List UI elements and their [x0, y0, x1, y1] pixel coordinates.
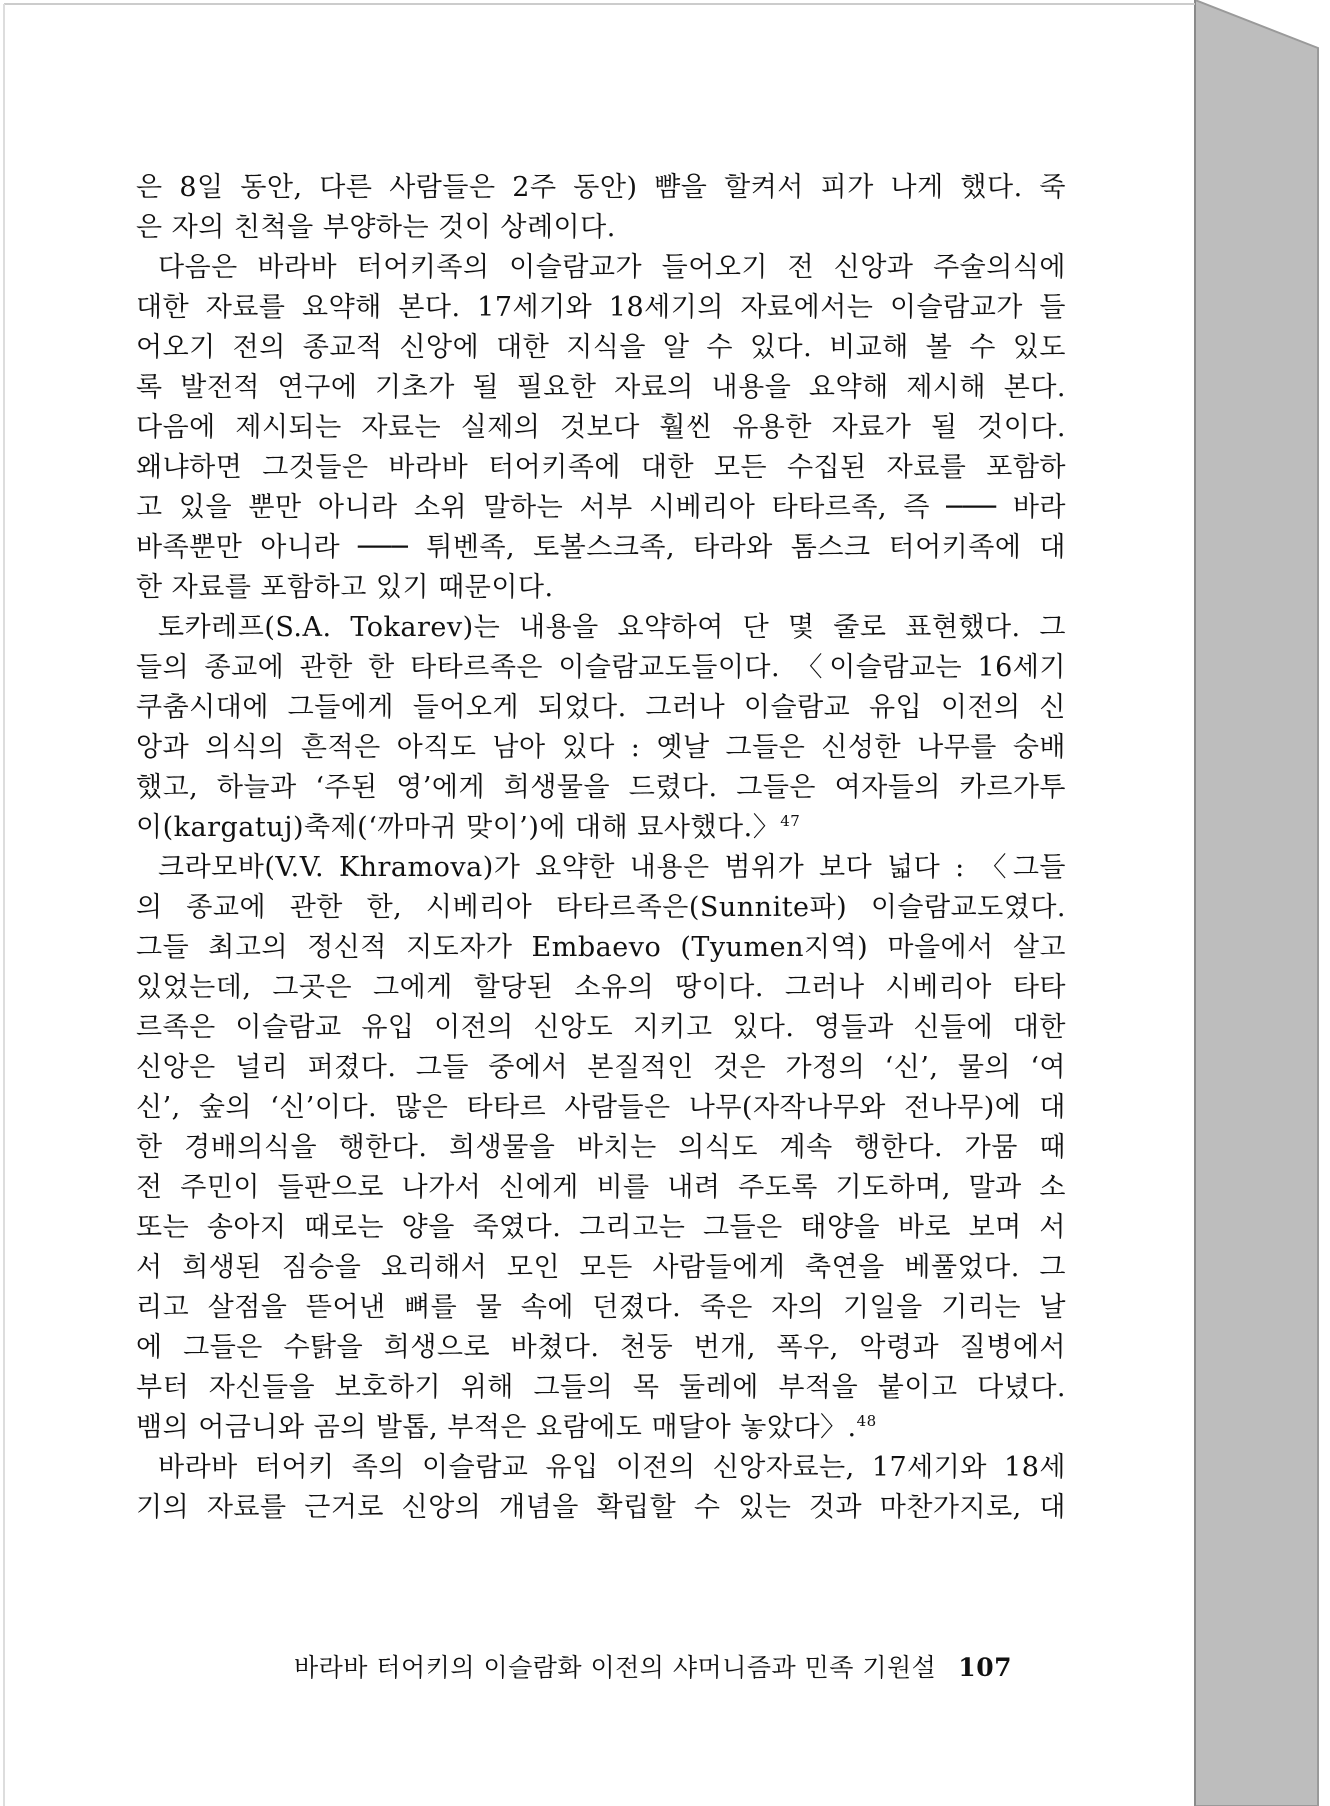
- text-line: [136, 368, 1066, 408]
- text-line: [136, 1008, 1066, 1048]
- text-line: [136, 1128, 1066, 1168]
- text-line: [136, 768, 1066, 808]
- text-line-content: 대한 자료를 요약해 본다. 17세기와 18세기의 자료에서는 이슬람교가 들: [136, 292, 1066, 323]
- text-line-content: 이(kargatuj)축제(‘까마귀 맞이’)에 대해 묘사했다.〉: [136, 812, 781, 843]
- body-text: [136, 168, 1066, 1528]
- text-line-content: 쿠춤시대에 그들에게 들어오게 되었다. 그러나 이슬람교 유입 이전의 신: [136, 692, 1066, 723]
- text-line-content: 고 있을 뿐만 아니라 소위 말하는 서부 시베리아 타타르족, 즉 ─── 바라: [136, 492, 1066, 523]
- text-line: [136, 1048, 1066, 1088]
- text-line-content: 르족은 이슬람교 유입 이전의 신앙도 지키고 있다. 영들과 신들에 대한: [136, 1012, 1066, 1043]
- text-line-content: 은 8일 동안, 다른 사람들은 2주 동안) 뺨을 할켜서 피가 나게 했다. 죽: [136, 172, 1066, 203]
- text-line: [136, 928, 1066, 968]
- running-title: 바라바 터어키의 이슬람화 이전의 샤머니즘과 민족 기원설: [294, 1653, 937, 1682]
- text-line: [136, 208, 1066, 248]
- text-line: [136, 448, 1066, 488]
- text-line-content: 리고 살점을 뜯어낸 뼈를 물 속에 던졌다. 죽은 자의 기일을 기리는 날: [136, 1292, 1066, 1323]
- text-line-content: 부터 자신들을 보호하기 위해 그들의 목 둘레에 부적을 붙이고 다녔다.: [136, 1372, 1066, 1403]
- page-number: 107: [958, 1653, 1012, 1682]
- text-line-content: 다음에 제시되는 자료는 실제의 것보다 훨씬 유용한 자료가 될 것이다.: [136, 412, 1066, 443]
- text-line: [136, 568, 1066, 608]
- text-line-content: 전 주민이 들판으로 나가서 신에게 비를 내려 주도록 기도하며, 말과 소: [136, 1172, 1066, 1203]
- text-line-content: 들의 종교에 관한 한 타타르족은 이슬람교도들이다. 〈이슬람교는 16세기: [136, 652, 1066, 683]
- text-line: [136, 248, 1066, 288]
- text-line-content: 왜냐하면 그것들은 바라바 터어키족에 대한 모든 수집된 자료를 포함하: [136, 452, 1066, 483]
- text-line-content: 에 그들은 수탉을 희생으로 바쳤다. 천둥 번개, 폭우, 악령과 질병에서: [136, 1332, 1066, 1363]
- text-line: [136, 968, 1066, 1008]
- text-line: [136, 1488, 1066, 1528]
- text-line: [136, 1408, 1066, 1448]
- text-line: [136, 168, 1066, 208]
- text-line: [136, 328, 1066, 368]
- text-line: [136, 528, 1066, 568]
- text-line-content: 신앙은 널리 퍼졌다. 그들 중에서 본질적인 것은 가정의 ‘신’, 물의 ‘여: [136, 1052, 1066, 1083]
- text-line: [136, 488, 1066, 528]
- text-line-content: 크라모바(V.V. Khramova)가 요약한 내용은 범위가 보다 넓다 : 〈그들: [158, 852, 1066, 883]
- text-line: [136, 648, 1066, 688]
- text-line-content: 바족뿐만 아니라 ─── 튀벤족, 토볼스크족, 타라와 톰스크 터어키족에 대: [136, 532, 1066, 563]
- text-line-content: 한 자료를 포함하고 있기 때문이다.: [136, 572, 554, 603]
- text-line: [136, 888, 1066, 928]
- text-line: [136, 608, 1066, 648]
- text-line-content: 한 경배의식을 행한다. 희생물을 바치는 의식도 계속 행한다. 가뭄 때: [136, 1132, 1066, 1163]
- text-line-content: 바라바 터어키 족의 이슬람교 유입 이전의 신앙자료는, 17세기와 18세: [158, 1452, 1066, 1483]
- text-line: [136, 688, 1066, 728]
- text-line-content: 다음은 바라바 터어키족의 이슬람교가 들어오기 전 신앙과 주술의식에: [158, 252, 1066, 283]
- text-line: [136, 808, 1066, 848]
- text-line: [136, 728, 1066, 768]
- text-line-content: 기의 자료를 근거로 신앙의 개념을 확립할 수 있는 것과 마찬가지로, 대: [136, 1492, 1066, 1523]
- text-line: [136, 1448, 1066, 1488]
- text-line-content: 또는 송아지 때로는 양을 죽였다. 그리고는 그들은 태양을 바로 보며 서: [136, 1212, 1066, 1243]
- text-line-content: 록 발전적 연구에 기초가 될 필요한 자료의 내용을 요약해 제시해 본다.: [136, 372, 1066, 403]
- text-line: [136, 1288, 1066, 1328]
- text-line: [136, 1208, 1066, 1248]
- text-line-content: 있었는데, 그곳은 그에게 할당된 소유의 땅이다. 그러나 시베리아 타타: [136, 972, 1066, 1003]
- text-line: [136, 1368, 1066, 1408]
- text-line-content: 뱀의 어금니와 곰의 발톱, 부적은 요람에도 매달아 놓았다〉.: [136, 1412, 857, 1443]
- text-line-content: 은 자의 친척을 부양하는 것이 상례이다.: [136, 212, 616, 243]
- text-line-content: 신’, 숲의 ‘신’이다. 많은 타타르 사람들은 나무(자작나무와 전나무)에 대: [136, 1092, 1066, 1123]
- text-line: [136, 848, 1066, 888]
- text-line: [136, 288, 1066, 328]
- text-line-content: 토카레프(S.A. Tokarev)는 내용을 요약하여 단 몇 줄로 표현했다. 그: [158, 612, 1066, 643]
- text-line: [136, 1088, 1066, 1128]
- text-line-content: 서 희생된 짐승을 요리해서 모인 모든 사람들에게 축연을 베풀었다. 그: [136, 1252, 1066, 1283]
- footnote-marker: 47: [780, 812, 801, 830]
- text-line-content: 앙과 의식의 흔적은 아직도 남아 있다 : 옛날 그들은 신성한 나무를 숭배: [136, 732, 1066, 763]
- text-line-content: 어오기 전의 종교적 신앙에 대한 지식을 알 수 있다. 비교해 볼 수 있도: [136, 332, 1066, 363]
- text-line: [136, 1248, 1066, 1288]
- text-line-content: 했고, 하늘과 ‘주된 영’에게 희생물을 드렸다. 그들은 여자들의 카르가투: [136, 772, 1066, 803]
- running-footer: [294, 1648, 1044, 1684]
- text-line: [136, 1328, 1066, 1368]
- text-line: [136, 1168, 1066, 1208]
- footnote-marker: 48: [856, 1412, 877, 1430]
- text-line-content: 의 종교에 관한 한, 시베리아 타타르족은(Sunnite파) 이슬람교도였다.: [136, 892, 1066, 923]
- text-line-content: 그들 최고의 정신적 지도자가 Embaevo (Tyumen지역) 마을에서 살고: [136, 932, 1066, 963]
- text-line: [136, 408, 1066, 448]
